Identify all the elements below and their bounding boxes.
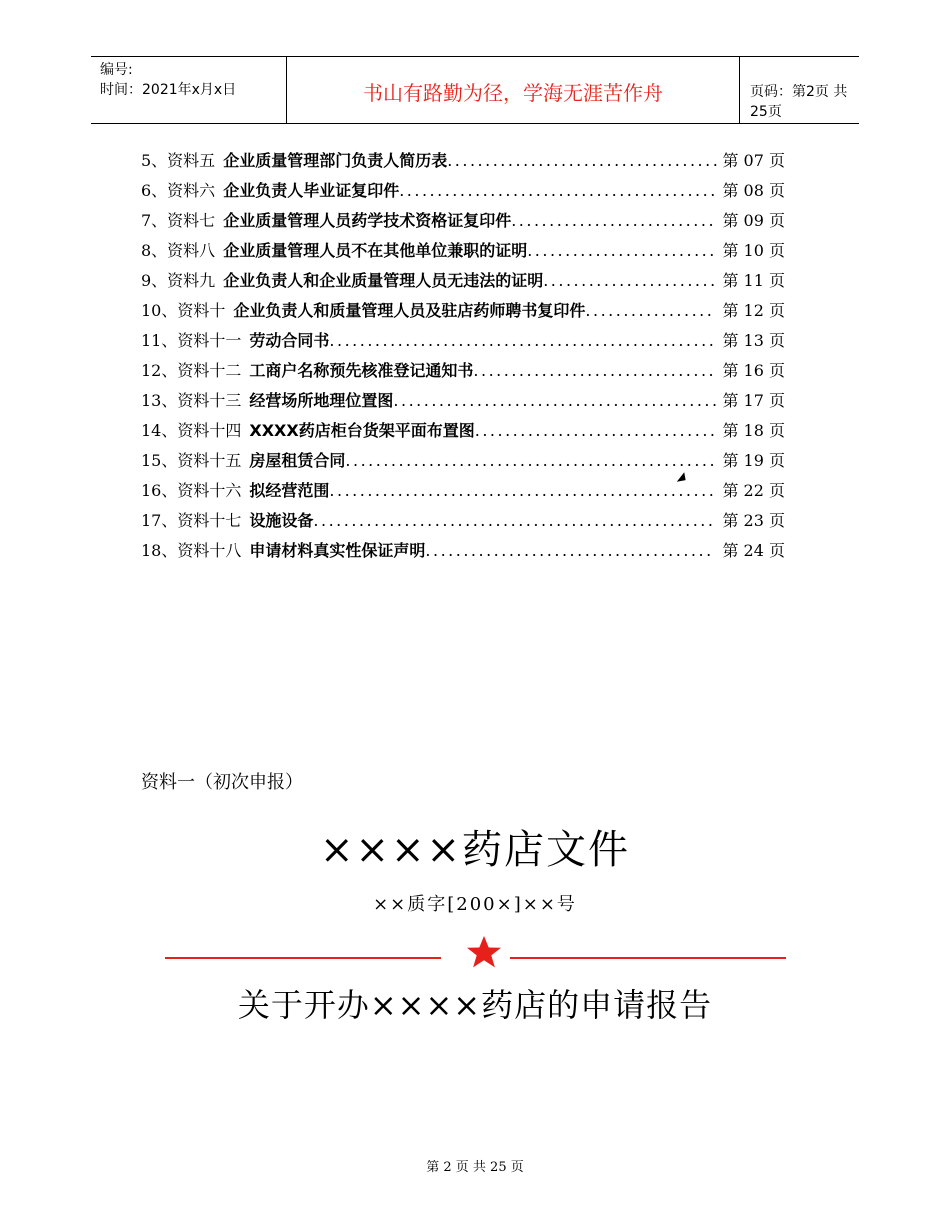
toc-page: 第 13 页	[722, 326, 785, 356]
toc-title: 经营场所地理位置图	[249, 391, 394, 410]
cursor-marker-icon	[675, 472, 685, 481]
toc-page: 第 24 页	[722, 536, 785, 566]
toc-leader-dots: ......................................	[425, 541, 714, 560]
toc-title: 企业负责人和质量管理人员及驻店药师聘书复印件	[233, 301, 586, 320]
red-divider-left	[165, 957, 441, 959]
toc-row	[141, 206, 791, 236]
toc-number: 9、资料九	[141, 271, 216, 290]
red-divider-right	[510, 957, 786, 959]
toc-title: 设施设备	[249, 511, 314, 530]
toc-number: 17、资料十七	[141, 511, 242, 530]
toc-row	[141, 146, 791, 176]
toc-page: 第 11 页	[722, 266, 785, 296]
toc-leader-dots: ....................................	[447, 151, 721, 170]
toc-page: 第 18 页	[722, 416, 785, 446]
toc-title: 企业质量管理人员药学技术资格证复印件	[223, 211, 512, 230]
toc-leader-dots: .................................................	[345, 451, 718, 470]
toc-title: 企业质量管理部门负责人简历表	[223, 151, 448, 170]
toc-title: 企业负责人和企业质量管理人员无违法的证明	[223, 271, 544, 290]
toc-number: 12、资料十二	[141, 361, 242, 380]
star-icon	[464, 932, 504, 972]
toc-page: 第 12 页	[722, 296, 785, 326]
toc-leader-dots: ...................................................	[329, 481, 717, 500]
toc-page: 第 17 页	[722, 386, 785, 416]
toc-title: 工商户名称预先核准登记通知书	[249, 361, 474, 380]
toc-row	[141, 176, 791, 206]
toc-row	[141, 446, 791, 476]
toc-number: 15、资料十五	[141, 451, 242, 470]
toc-title: 企业负责人毕业证复印件	[223, 181, 400, 200]
toc-row	[141, 476, 791, 506]
toc-leader-dots: .........................	[527, 241, 717, 260]
header-motto: 书山有路勤为径，学海无涯苦作舟	[363, 81, 663, 105]
toc-number: 7、资料七	[141, 211, 216, 230]
toc-number: 18、资料十八	[141, 541, 242, 560]
toc-leader-dots: ...........................................	[393, 391, 720, 410]
toc-title: 拟经营范围	[249, 481, 330, 500]
toc-leader-dots: ...........................	[511, 211, 717, 230]
toc-leader-dots: ................................	[474, 421, 718, 440]
toc-page: 第 22 页	[722, 476, 785, 506]
document-title: ××××药店文件	[319, 827, 631, 873]
toc-row	[141, 236, 791, 266]
toc-leader-dots: ................................	[473, 361, 717, 380]
toc-leader-dots: ...................................................	[329, 331, 717, 350]
toc-number: 8、资料八	[141, 241, 216, 260]
ziliao-label: 资料一（初次申报）	[141, 772, 303, 793]
toc-leader-dots: .................	[585, 301, 715, 320]
header-right-cell	[740, 57, 859, 123]
toc-title: 劳动合同书	[249, 331, 330, 350]
toc-leader-dots: .......................	[543, 271, 718, 290]
toc-row	[141, 326, 791, 356]
toc-page: 第 19 页	[722, 446, 785, 476]
bianhao-label: 编号:	[100, 62, 133, 78]
toc-leader-dots: .....................................................	[313, 511, 716, 530]
toc-row	[141, 266, 791, 296]
toc-leader-dots: ..........................................	[399, 181, 718, 200]
toc-page: 第 16 页	[722, 356, 785, 386]
toc-row	[141, 506, 791, 536]
header-left-cell	[91, 57, 286, 123]
toc-title: 房屋租赁合同	[249, 451, 346, 470]
header-motto-cell	[286, 57, 740, 123]
toc-row	[141, 386, 791, 416]
header-page-info: 页码：第2页 共25页	[750, 84, 848, 120]
toc-number: 6、资料六	[141, 181, 216, 200]
report-subject: 关于开办××××药店的申请报告	[237, 986, 713, 1024]
toc-row	[141, 536, 791, 566]
toc-title: XXXX药店柜台货架平面布置图	[249, 421, 475, 440]
toc-title: 申请材料真实性保证声明	[249, 541, 426, 560]
toc-page: 第 08 页	[722, 176, 785, 206]
document-number: ××质字[200×]××号	[373, 894, 577, 915]
toc-number: 11、资料十一	[141, 331, 242, 350]
toc-number: 10、资料十	[141, 301, 226, 320]
toc-number: 13、资料十三	[141, 391, 242, 410]
toc-page: 第 09 页	[722, 206, 785, 236]
toc-row	[141, 296, 791, 326]
toc-number: 5、资料五	[141, 151, 216, 170]
toc-row	[141, 416, 791, 446]
toc-number: 16、资料十六	[141, 481, 242, 500]
toc-title: 企业质量管理人员不在其他单位兼职的证明	[223, 241, 528, 260]
toc-row	[141, 356, 791, 386]
toc-page: 第 07 页	[722, 146, 785, 176]
toc-number: 14、资料十四	[141, 421, 242, 440]
toc-page: 第 10 页	[722, 236, 785, 266]
page-header	[91, 56, 859, 124]
page-footer: 第 2 页 共 25 页	[426, 1160, 524, 1175]
time-label: 时间：2021年x月x日	[100, 82, 237, 98]
toc-page: 第 23 页	[722, 506, 785, 536]
table-of-contents	[141, 146, 791, 566]
